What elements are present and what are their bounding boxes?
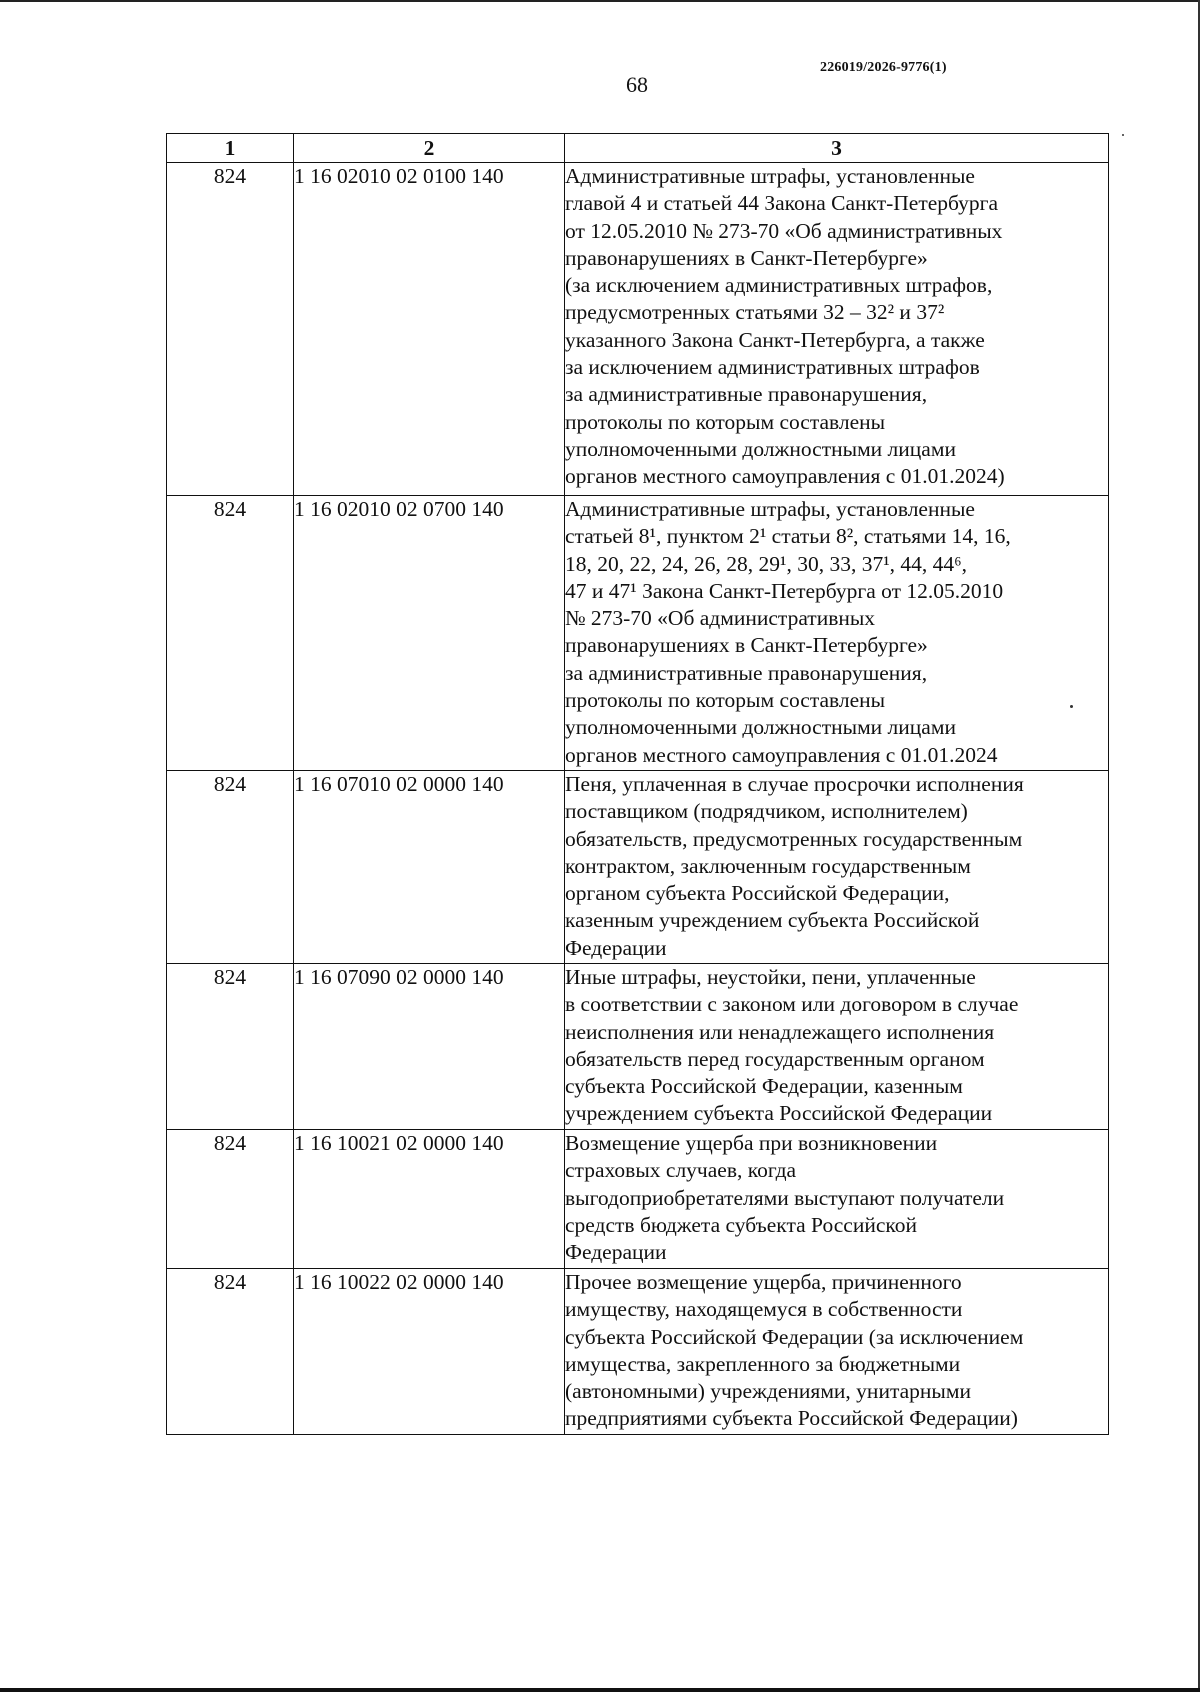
admin-code-cell: 824 [167,771,294,964]
admin-code-cell: 824 [167,964,294,1130]
column-header-3: 3 [565,134,1109,163]
column-header-2: 2 [294,134,565,163]
table-row [167,496,1109,771]
table-row [167,771,1109,964]
document-id: 226019/2026-9776(1) [820,60,947,75]
table-row [167,1269,1109,1435]
table-row [167,163,1109,496]
budget-code-cell: 1 16 07090 02 0000 140 [294,964,565,1130]
budget-code-cell: 1 16 10021 02 0000 140 [294,1130,565,1269]
budget-codes-table [166,133,1109,1435]
admin-code-cell: 824 [167,163,294,496]
budget-code-cell: 1 16 10022 02 0000 140 [294,1269,565,1435]
budget-code-cell: 1 16 02010 02 0700 140 [294,496,565,771]
budget-code-cell: 1 16 02010 02 0100 140 [294,163,565,496]
description-cell: Иные штрафы, неустойки, пени, уплаченные в соответствии с законом или договором в случае неисполнения или ненадлежащего исполнения обязательств перед государственным органом субъекта Российской Федерации, казенным учреждением субъекта Российской Федерации [565,964,1109,1130]
description-cell: Прочее возмещение ущерба, причиненного имуществу, находящемуся в собственности субъекта Российской Федерации (за исключением имущества, закрепленного за бюджетными (автономными) учреждениями, унитарными предприятиями субъекта Российской Федерации) [565,1269,1109,1435]
scan-speck [1122,134,1124,136]
scan-speck [1070,705,1073,708]
description-cell: Административные штрафы, установленные статьей 8¹, пунктом 2¹ статьи 8², статьями 14, 16, 18, 20, 22, 24, 26, 28, 29¹, 30, 33, 37¹, 44, 44⁶, 47 и 47¹ Закона Санкт-Петербурга от 12.05.2010 № 273-70 «Об административных правонарушениях в Санкт-Петербурге» за административные правонарушения, протоколы по которым составлены уполномоченными должностными лицами органов местного самоуправления с 01.01.2024 [565,496,1109,771]
scan-border-top [0,0,1200,2]
admin-code-cell: 824 [167,1269,294,1435]
table-row [167,1130,1109,1269]
scan-border-bottom [0,1688,1200,1692]
admin-code-cell: 824 [167,496,294,771]
description-cell: Возмещение ущерба при возникновении страховых случаев, когда выгодоприобретателями выступают получатели средств бюджета субъекта Российской Федерации [565,1130,1109,1269]
column-header-1: 1 [167,134,294,163]
description-cell: Пеня, уплаченная в случае просрочки исполнения поставщиком (подрядчиком, исполнителем) обязательств, предусмотренных государственным контрактом, заключенным государственным органом субъекта Российской Федерации, казенным учреждением субъекта Российской Федерации [565,771,1109,964]
page-number: 68 [626,72,648,97]
budget-code-cell: 1 16 07010 02 0000 140 [294,771,565,964]
table-header-row [167,134,1109,163]
admin-code-cell: 824 [167,1130,294,1269]
table-row [167,964,1109,1130]
description-cell: Административные штрафы, установленные главой 4 и статьей 44 Закона Санкт-Петербурга от 12.05.2010 № 273-70 «Об административных правонарушениях в Санкт-Петербурге» (за исключением административных штрафов, предусмотренных статьями 32 – 32² и 37² указанного Закона Санкт-Петербурга, а также за исключением административных штрафов за административные правонарушения, протоколы по которым составлены уполномоченными должностными лицами органов местного самоуправления с 01.01.2024) [565,163,1109,496]
